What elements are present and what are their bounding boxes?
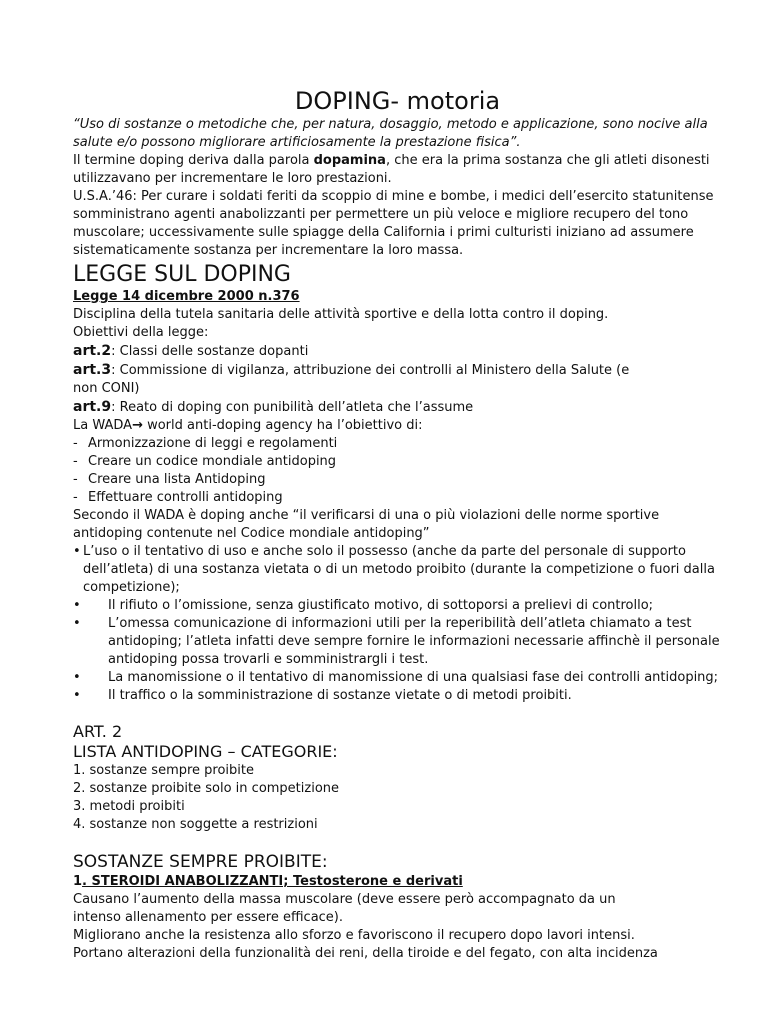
category-list-item: 4. sostanze non soggette a restrizioni bbox=[73, 817, 318, 832]
art2-label: art.2 bbox=[73, 343, 112, 359]
legge-disciplina: Disciplina della tutela sanitaria delle attività sportive e della lotta contro il doping. bbox=[73, 307, 609, 322]
art3-label: art.3 bbox=[73, 362, 112, 378]
category-list-item: 3. metodi proibiti bbox=[73, 799, 185, 814]
steroidi-line: Portano alterazioni della funzionalità dei reni, della tiroide e del fegato, con alta incidenza bbox=[73, 946, 658, 961]
usa-paragraph-line-2: somministrano agenti anabolizzanti per permettere un più veloce e migliore recupero del tono bbox=[73, 207, 689, 222]
category-list-item: 1. sostanze sempre proibite bbox=[73, 763, 255, 778]
art3-text: : Commissione di vigilanza, attribuzione dei controlli al Ministero della Salute (e bbox=[111, 363, 630, 378]
violation-line: L’uso o il tentativo di uso e anche solo il possesso (anche da parte del personale di supporto bbox=[83, 544, 686, 559]
steroidi-line: Migliorano anche la resistenza allo sforzo e favoriscono il recupero dopo lavori intensi. bbox=[73, 928, 635, 943]
spacer bbox=[73, 705, 728, 722]
dopamina-keyword: dopamina bbox=[313, 153, 386, 168]
definition-quote-line-1: “Uso di sostanze o metodiche che, per natura, dosaggio, metodo e applicazione, sono nocive alla bbox=[73, 117, 708, 132]
goal-list-item: - Creare un codice mondiale antidoping bbox=[73, 453, 728, 471]
violation-list-item bbox=[73, 615, 728, 669]
bullet-icon: • bbox=[73, 616, 81, 631]
violation-line: Il traffico o la somministrazione di sostanze vietate o di metodi proibiti. bbox=[108, 688, 572, 703]
violation-line: dell’atleta) di una sostanza vietata o di un metodo proibito (durante la competizione o fuori dalla bbox=[83, 562, 715, 577]
bullet-icon: • bbox=[73, 544, 81, 559]
art9-text: : Reato di doping con punibilità dell’atleta che l’assume bbox=[111, 400, 474, 415]
legge-reference: Legge 14 dicembre 2000 n.376 bbox=[73, 289, 300, 304]
goal-list-item: - Creare una lista Antidoping bbox=[73, 471, 728, 489]
secondo-wada-line-2: antidoping contenute nel Codice mondiale antidoping” bbox=[73, 526, 430, 541]
wada-text-before: La WADA bbox=[73, 418, 133, 433]
dopamina-text-after: , che era la prima sostanza che gli atleti disonesti bbox=[385, 153, 710, 168]
goal-list-item: - Armonizzazione di leggi e regolamenti bbox=[73, 435, 728, 453]
art3-line bbox=[73, 361, 728, 380]
wada-line bbox=[73, 417, 728, 435]
goal-list-item: - Effettuare controlli antidoping bbox=[73, 489, 728, 507]
definition-quote-line-2: salute e/o possono migliorare artificiosamente la prestazione fisica”. bbox=[73, 135, 521, 150]
violation-list-item bbox=[73, 597, 728, 615]
bullet-icon: • bbox=[73, 670, 81, 685]
violation-list-item bbox=[73, 687, 728, 705]
art2-line bbox=[73, 342, 728, 361]
art9-line bbox=[73, 398, 728, 417]
art2-heading: ART. 2 bbox=[73, 722, 123, 741]
steroidi-line: Causano l’aumento della massa muscolare (deve essere però accompagnato da un bbox=[73, 892, 616, 907]
violation-line: antidoping; l’atleta infatti deve sempre fornire le informazioni necessarie affinchè il personale bbox=[108, 634, 720, 649]
violation-line: Il rifiuto o l’omissione, senza giustificato motivo, di sottoporsi a prelievi di controllo; bbox=[108, 598, 654, 613]
art9-label: art.9 bbox=[73, 399, 112, 415]
violation-line: L’omessa comunicazione di informazioni utili per la reperibilità dell’atleta chiamato a test bbox=[108, 616, 692, 631]
sostanze-heading: SOSTANZE SEMPRE PROIBITE: bbox=[73, 852, 328, 872]
dopamina-paragraph bbox=[73, 152, 728, 170]
steroidi-title: . STEROIDI ANABOLIZZANTI; Testosterone e derivati bbox=[82, 874, 463, 889]
legge-heading: LEGGE SUL DOPING bbox=[73, 262, 291, 287]
bullet-icon: • bbox=[73, 688, 81, 703]
wada-text-after: world anti-doping agency ha l’obiettivo di: bbox=[142, 418, 423, 433]
steroidi-line: intenso allenamento per essere efficace). bbox=[73, 910, 344, 925]
violation-list-item bbox=[73, 669, 728, 687]
steroidi-subheading bbox=[73, 873, 728, 891]
usa-paragraph-line-1: U.S.A.’46: Per curare i soldati feriti da scoppio di mine e bombe, i medici dell’esercito statunitense bbox=[73, 189, 714, 204]
violation-line: competizione); bbox=[83, 580, 180, 595]
spacer bbox=[73, 834, 728, 851]
art2-text: : Classi delle sostanze dopanti bbox=[111, 344, 309, 359]
usa-paragraph-line-3: muscolare; uccessivamente sulle spiagge della California i primi culturisti iniziano ad assumere bbox=[73, 225, 694, 240]
violation-line: antidoping possa trovarli e somministrargli i test. bbox=[108, 652, 429, 667]
usa-paragraph-line-4: sistematicamente sostanza per incrementare la loro massa. bbox=[73, 243, 464, 258]
steroidi-number: 1 bbox=[73, 874, 83, 889]
violation-line: La manomissione o il tentativo di manomissione di una qualsiasi fase dei controlli antidoping; bbox=[108, 670, 719, 685]
right-arrow-icon: → bbox=[132, 418, 143, 433]
secondo-wada-line-1: Secondo il WADA è doping anche “il verificarsi di una o più violazioni delle norme sportive bbox=[73, 508, 660, 523]
dopamina-text-before: Il termine doping deriva dalla parola bbox=[73, 153, 314, 168]
category-list-item: 2. sostanze proibite solo in competizione bbox=[73, 781, 340, 796]
dopamina-paragraph-line-2: utilizzavano per incrementare le loro prestazioni. bbox=[73, 171, 392, 186]
bullet-icon: • bbox=[73, 598, 81, 613]
violation-list-item bbox=[73, 543, 728, 597]
art3-line-2: non CONI) bbox=[73, 381, 140, 396]
lista-antidoping-heading: LISTA ANTIDOPING – CATEGORIE: bbox=[73, 742, 338, 761]
legge-obiettivi: Obiettivi della legge: bbox=[73, 325, 209, 340]
document-title: DOPING- motoria bbox=[294, 87, 501, 115]
